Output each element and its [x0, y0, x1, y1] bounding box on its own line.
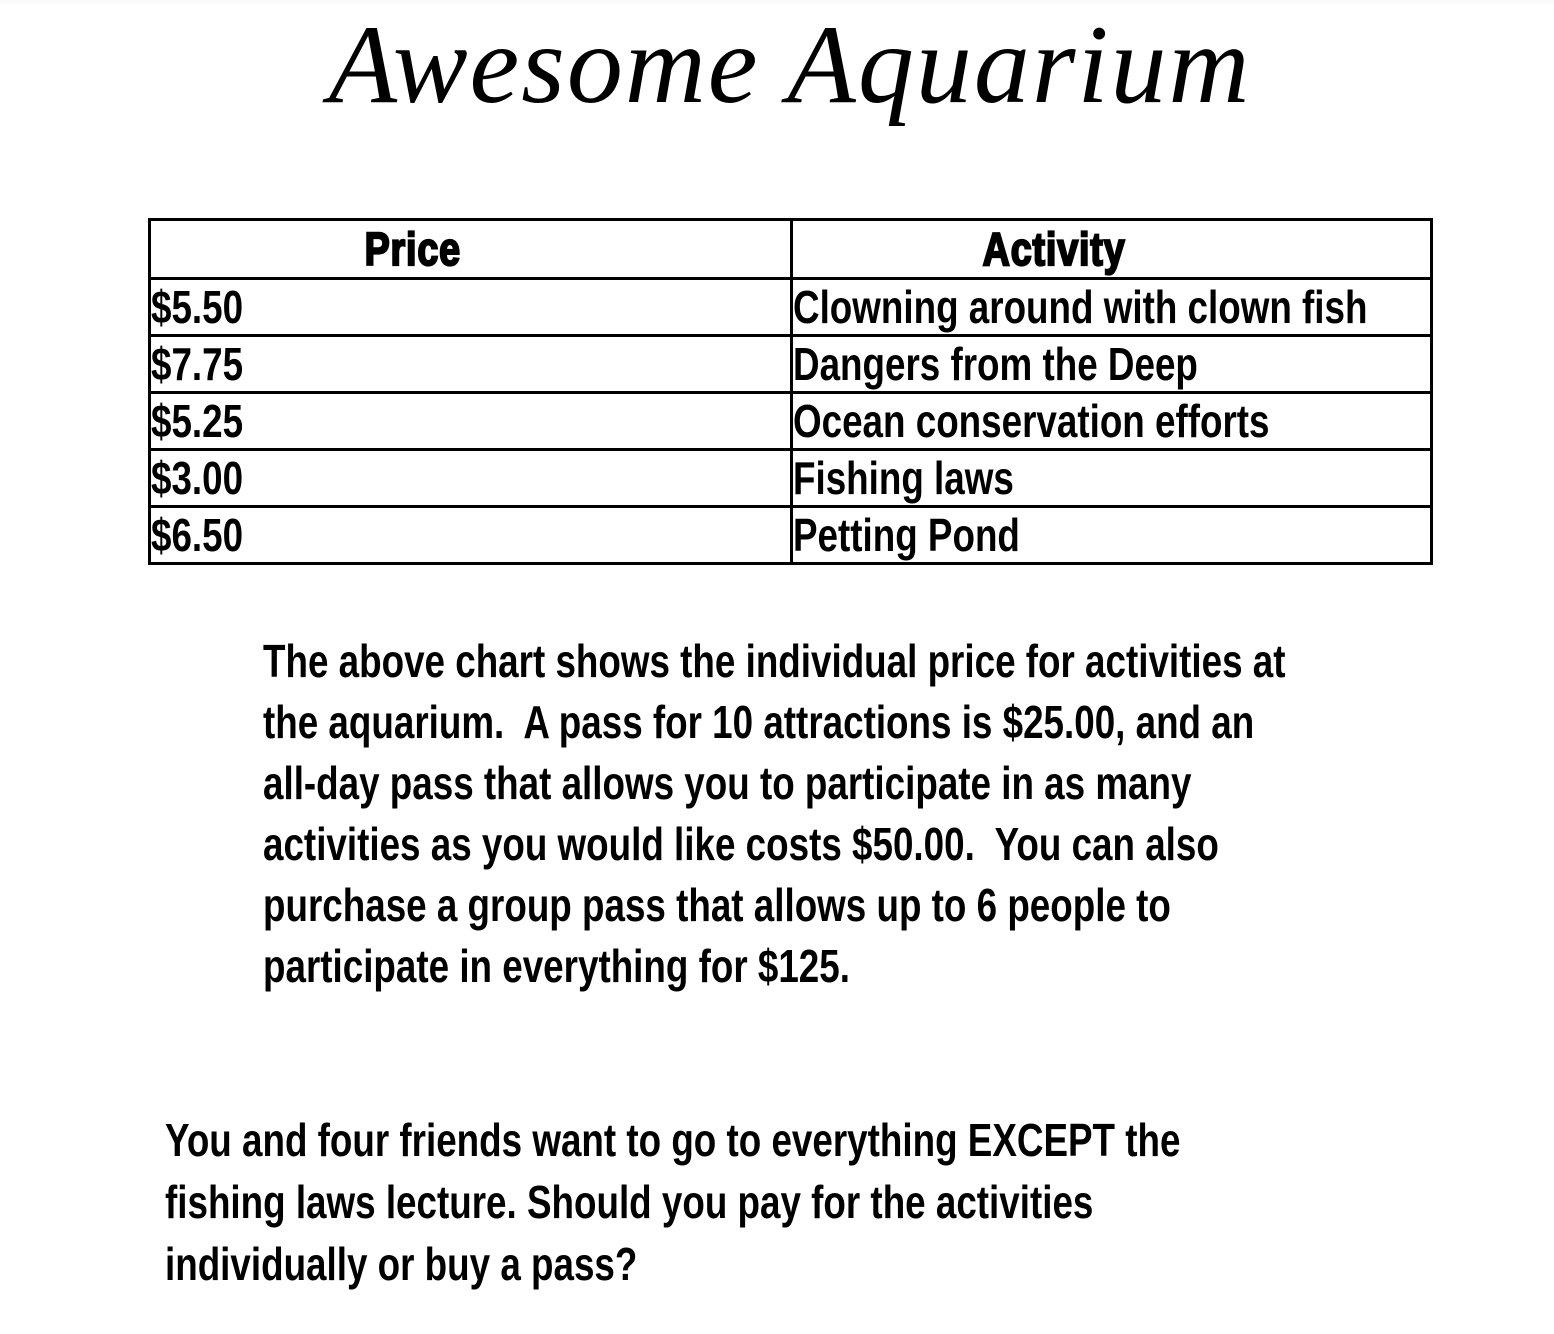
paragraph-line: activities as you would like costs $50.00. You can also [263, 818, 1219, 870]
paragraph-line: The above chart shows the individual price for activities at [263, 635, 1286, 687]
activity-cell [792, 336, 1432, 393]
activity-value: Dangers from the Deep [793, 338, 1198, 390]
paragraph-line: the aquarium. A pass for 10 attractions is $25.00, and an [263, 696, 1255, 748]
price-value: $6.50 [151, 509, 244, 561]
price-value: $7.75 [151, 338, 244, 390]
price-cell [150, 450, 792, 507]
paragraph-line: participate in everything for $125. [263, 940, 850, 992]
price-value: $3.00 [151, 452, 244, 504]
price-cell [150, 507, 792, 564]
activity-value: Ocean conservation efforts [793, 395, 1270, 447]
question-line: You and four friends want to go to everything EXCEPT the [165, 1114, 1181, 1166]
question-line: individually or buy a pass? [165, 1238, 638, 1290]
price-cell [150, 393, 792, 450]
table-row [150, 336, 1432, 393]
price-activity-table [148, 218, 1433, 565]
activity-cell [792, 279, 1432, 336]
activity-value: Petting Pond [793, 509, 1020, 561]
table-row [150, 450, 1432, 507]
activity-column-header [792, 220, 1432, 279]
price-value: $5.50 [151, 281, 244, 333]
table-header-row [150, 220, 1432, 279]
price-header-label: Price [364, 223, 462, 275]
price-column-header [150, 220, 792, 279]
price-value: $5.25 [151, 395, 244, 447]
paragraph-line: all-day pass that allows you to participate in as many [263, 757, 1192, 809]
table-row [150, 279, 1432, 336]
table-row [150, 393, 1432, 450]
question-text [165, 1109, 1505, 1295]
price-cell [150, 279, 792, 336]
activity-cell [792, 450, 1432, 507]
paragraph-line: purchase a group pass that allows up to 6 people to [263, 879, 1171, 931]
activity-cell [792, 393, 1432, 450]
page-title: Awesome Aquarium [328, 3, 1252, 127]
activity-value: Clowning around with clown fish [793, 281, 1368, 333]
table-row [150, 507, 1432, 564]
activity-value: Fishing laws [793, 452, 1014, 504]
activity-header-label: Activity [982, 223, 1126, 275]
description-paragraph [263, 631, 1523, 997]
question-line: fishing laws lecture. Should you pay for the activities [165, 1176, 1094, 1228]
price-cell [150, 336, 792, 393]
activity-cell [792, 507, 1432, 564]
